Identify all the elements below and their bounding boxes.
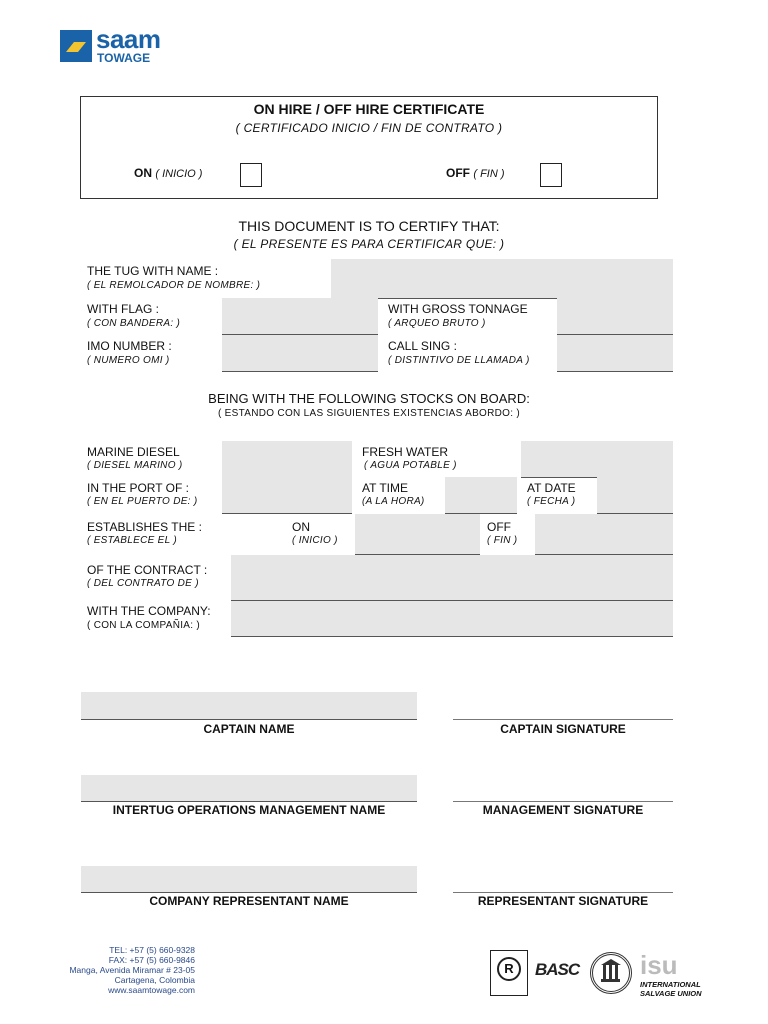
- logo-subtext: TOWAGE: [97, 51, 151, 65]
- water-label: FRESH WATER: [362, 445, 448, 459]
- time-label: AT TIME: [362, 481, 409, 495]
- footer-web[interactable]: www.saamtowage.com: [108, 985, 195, 995]
- on-sub: ( INICIO ): [155, 168, 203, 180]
- registered-cert-logo: [490, 950, 528, 996]
- establish-on-field[interactable]: [355, 514, 480, 555]
- certificate-subtitle: ( CERTIFICADO INICIO / FIN DE CONTRATO ): [235, 121, 503, 135]
- date-sub: ( FECHA ): [527, 496, 576, 507]
- date-field[interactable]: [597, 477, 673, 514]
- mgmt-name-caption: INTERTUG OPERATIONS MANAGEMENT NAME: [112, 803, 386, 817]
- off-label: OFF: [446, 166, 470, 180]
- basc-logo: [535, 952, 585, 996]
- date-label: AT DATE: [527, 481, 576, 495]
- logo-mark-icon: [60, 30, 92, 62]
- callsign-sub: ( DISTINTIVO DE LLAMADA ): [388, 355, 530, 366]
- company-sub: ( CON LA COMPAÑIA: ): [87, 620, 201, 631]
- tonnage-sub: ( ARQUEO BRUTO ): [388, 318, 486, 329]
- establish-off-field[interactable]: [535, 514, 673, 555]
- seal-logo-icon: [590, 952, 632, 994]
- rep-signature-caption: REPRESENTANT SIGNATURE: [477, 894, 649, 908]
- mgmt-signature-line[interactable]: [453, 801, 673, 802]
- certificate-title: ON HIRE / OFF HIRE CERTIFICATE: [253, 101, 485, 117]
- captain-name-caption: CAPTAIN NAME: [203, 722, 295, 736]
- footer-address: Manga, Avenida Miramar # 23-05: [69, 965, 195, 975]
- imo-sub: ( NUMERO OMI ): [87, 355, 170, 366]
- mgmt-signature-caption: MANAGEMENT SIGNATURE: [482, 803, 644, 817]
- establish-off-label: OFF: [487, 520, 511, 534]
- diesel-field[interactable]: [222, 441, 352, 478]
- time-field[interactable]: [445, 477, 517, 514]
- company-label: WITH THE COMPANY:: [87, 604, 211, 618]
- footer-city: Cartagena, Colombia: [114, 975, 195, 985]
- mgmt-name-field[interactable]: [81, 775, 417, 802]
- time-sub: (A LA HORA): [362, 496, 425, 507]
- isu-text-1: INTERNATIONAL: [640, 980, 701, 989]
- contract-sub: ( DEL CONTRATO DE ): [87, 578, 199, 589]
- captain-signature-caption: CAPTAIN SIGNATURE: [500, 722, 626, 736]
- stocks-heading: BEING WITH THE FOLLOWING STOCKS ON BOARD:: [208, 391, 530, 406]
- flag-field[interactable]: [222, 298, 378, 335]
- basc-logo-text: BASC: [535, 960, 580, 979]
- registered-cert-icon: R: [497, 957, 521, 981]
- captain-signature-line[interactable]: [453, 719, 673, 720]
- tug-name-label: THE TUG WITH NAME :: [87, 264, 219, 278]
- callsign-field[interactable]: [557, 335, 673, 372]
- tug-name-field[interactable]: [331, 259, 673, 299]
- rep-name-caption: COMPANY REPRESENTANT NAME: [149, 894, 349, 908]
- logo-text: saam: [96, 24, 161, 54]
- establish-on-sub: ( INICIO ): [292, 535, 338, 546]
- on-label: ON: [134, 166, 152, 180]
- off-checkbox[interactable]: [540, 163, 562, 187]
- rep-signature-line[interactable]: [453, 892, 673, 893]
- footer-fax: FAX: +57 (5) 660-9846: [108, 955, 195, 965]
- company-field[interactable]: [231, 601, 673, 637]
- rep-name-field[interactable]: [81, 866, 417, 893]
- diesel-sub: ( DIESEL MARINO ): [87, 460, 183, 471]
- certify-sub: ( EL PRESENTE ES PARA CERTIFICAR QUE: ): [233, 237, 505, 251]
- establish-on-label: ON: [292, 520, 310, 534]
- stocks-sub: ( ESTANDO CON LAS SIGUIENTES EXISTENCIAS ABORDO: ): [217, 408, 521, 419]
- svg-text:isu: isu: [640, 950, 678, 978]
- captain-name-field[interactable]: [81, 692, 417, 720]
- tug-name-sub: ( EL REMOLCADOR DE NOMBRE: ): [87, 280, 261, 291]
- company-logo: [60, 24, 190, 68]
- establishes-label: ESTABLISHES THE :: [87, 520, 202, 534]
- water-sub: ( AGUA POTABLE ): [364, 460, 457, 471]
- off-option: [446, 166, 505, 181]
- port-label: IN THE PORT OF :: [87, 481, 190, 495]
- establishes-sub: ( ESTABLECE EL ): [87, 535, 178, 546]
- diesel-label: MARINE DIESEL: [87, 445, 180, 459]
- isu-logo: [640, 950, 720, 998]
- on-option: [134, 166, 202, 181]
- port-sub: ( EN EL PUERTO DE: ): [87, 496, 198, 507]
- imo-field[interactable]: [222, 335, 378, 372]
- port-field[interactable]: [222, 477, 352, 514]
- footer-tel: TEL: +57 (5) 660-9328: [109, 945, 195, 955]
- establish-off-sub: ( FIN ): [487, 535, 518, 546]
- tonnage-field[interactable]: [557, 298, 673, 335]
- contract-label: OF THE CONTRACT :: [87, 563, 208, 577]
- isu-text-2: SALVAGE UNION: [640, 989, 702, 998]
- certify-heading: THIS DOCUMENT IS TO CERTIFY THAT:: [238, 218, 500, 234]
- tonnage-label: WITH GROSS TONNAGE: [388, 302, 528, 316]
- contract-field[interactable]: [231, 555, 673, 601]
- water-field[interactable]: [521, 441, 673, 478]
- imo-label: IMO NUMBER :: [87, 339, 172, 353]
- flag-label: WITH FLAG :: [87, 302, 159, 316]
- flag-sub: ( CON BANDERA: ): [87, 318, 181, 329]
- footer-contact: [40, 945, 195, 995]
- on-checkbox[interactable]: [240, 163, 262, 187]
- isu-mark-icon: [640, 950, 712, 978]
- callsign-label: CALL SING :: [388, 339, 457, 353]
- off-sub: ( FIN ): [473, 168, 505, 180]
